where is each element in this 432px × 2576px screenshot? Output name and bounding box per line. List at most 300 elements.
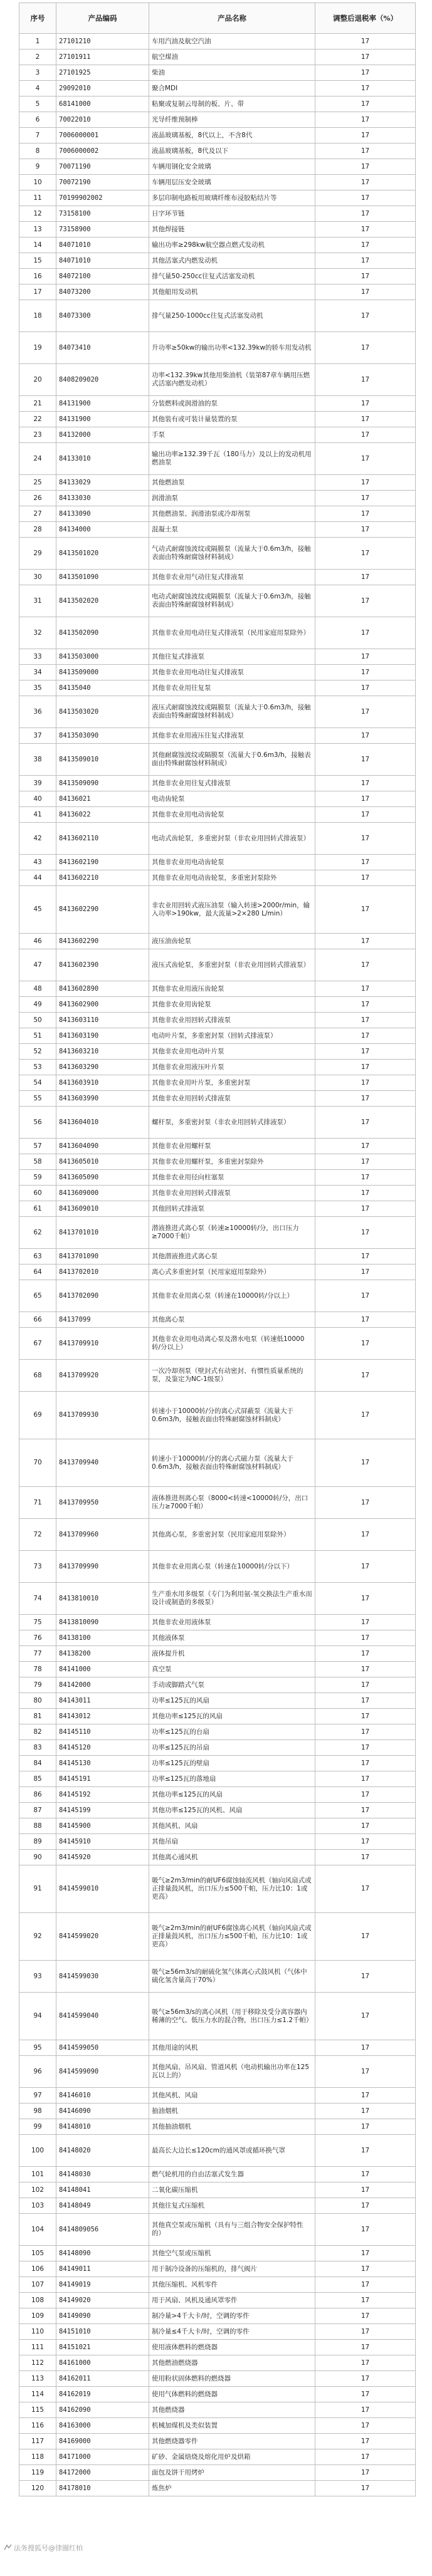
cell-seq: 53 (19, 1060, 56, 1075)
cell-code: 68141000 (56, 96, 149, 112)
table-row (19, 1013, 416, 1028)
cell-rate: 17 (315, 2434, 416, 2449)
table-row (19, 506, 416, 522)
cell-rate: 17 (315, 855, 416, 870)
cell-name: 机械加煤机及类似装置 (149, 2418, 315, 2434)
cell-seq: 109 (19, 2308, 56, 2324)
cell-rate: 17 (315, 222, 416, 237)
cell-rate: 17 (315, 1787, 416, 1803)
cell-rate: 17 (315, 997, 416, 1013)
cell-rate: 17 (315, 491, 416, 506)
cell-rate: 17 (315, 744, 416, 776)
cell-rate: 17 (315, 2182, 416, 2198)
cell-rate: 17 (315, 1865, 416, 1913)
cell-name: 分装燃料或润滑油的泵 (149, 396, 315, 412)
table-row (19, 2135, 416, 2167)
cell-name: 其他非农业用叶片泵，多重密封泵 (149, 1075, 315, 1091)
table-row (19, 2418, 416, 2434)
cell-name: 其他功率≤125瓦的风扇 (149, 1709, 315, 1724)
table-row (19, 617, 416, 649)
cell-code: 84071010 (56, 253, 149, 269)
cell-code: 27101911 (56, 50, 149, 65)
cell-rate: 17 (315, 2246, 416, 2261)
header-rate: 调整后退税率（%） (315, 3, 416, 34)
table-row (19, 776, 416, 791)
cell-code: 8414599010 (56, 1865, 149, 1913)
cell-seq: 6 (19, 112, 56, 128)
cell-seq: 120 (19, 2481, 56, 2496)
cell-name: 其他非农业用螺杆泵 (149, 1139, 315, 1154)
cell-seq: 12 (19, 206, 56, 222)
cell-name: 输出功率≥132.39千瓦（180马力）及以上的发动机用燃油泵 (149, 443, 315, 475)
cell-code: 84149019 (56, 2277, 149, 2293)
cell-code: 84149011 (56, 2261, 149, 2277)
cell-rate: 17 (315, 1803, 416, 1818)
table-row (19, 2481, 416, 2496)
cell-seq: 48 (19, 981, 56, 997)
cell-name: 面包及饼干用烤炉 (149, 2465, 315, 2481)
cell-seq: 52 (19, 1044, 56, 1060)
cell-code: 8413602900 (56, 997, 149, 1013)
cell-seq: 93 (19, 1961, 56, 1993)
cell-code: 84136022 (56, 807, 149, 823)
cell-rate: 17 (315, 1217, 416, 1249)
cell-name: 生产重水用多级泵（专门为利用氨-氢交换法生产重水而设计或制造的多级泵） (149, 1583, 315, 1615)
cell-seq: 80 (19, 1693, 56, 1709)
cell-rate: 17 (315, 2214, 416, 2246)
cell-rate: 17 (315, 2104, 416, 2119)
table-row (19, 1060, 416, 1075)
table-row (19, 332, 416, 364)
cell-code: 27101210 (56, 34, 149, 50)
cell-seq: 72 (19, 1519, 56, 1551)
cell-name: 多层印制电路板用玻璃纤维布浸胶粘结片等 (149, 190, 315, 206)
cell-name: 其他非农业用电动齿轮泵 (149, 855, 315, 870)
cell-code: 84072100 (56, 269, 149, 284)
cell-name: 最高长大边长≤120cm的通风罩或循环换气罩 (149, 2135, 315, 2167)
cell-name: 一次冷却剂泵（壁封式有动密封、有惯性质量系统的泵，及鉴定为NC-1级泵） (149, 1360, 315, 1392)
cell-seq: 26 (19, 491, 56, 506)
cell-rate: 17 (315, 190, 416, 206)
cell-seq: 68 (19, 1360, 56, 1392)
table-row (19, 2402, 416, 2418)
cell-seq: 51 (19, 1028, 56, 1044)
table-row (19, 2119, 416, 2135)
cell-seq: 64 (19, 1265, 56, 1280)
cell-rate: 17 (315, 1740, 416, 1756)
table-row (19, 1551, 416, 1583)
cell-code: 84135040 (56, 681, 149, 696)
cell-code: 8413501020 (56, 538, 149, 570)
cell-name: 液晶玻璃基板，8代以上，不含8代 (149, 128, 315, 143)
cell-name: 其他功率≤125瓦的风机、风扇 (149, 1803, 315, 1818)
sohu-logo-icon (4, 2544, 12, 2551)
cell-rate: 17 (315, 443, 416, 475)
header-code: 产品编码 (56, 3, 149, 34)
cell-rate: 17 (315, 2088, 416, 2104)
cell-seq: 49 (19, 997, 56, 1013)
cell-seq: 43 (19, 855, 56, 870)
table-row (19, 284, 416, 300)
table-header (19, 3, 416, 34)
cell-seq: 2 (19, 50, 56, 65)
cell-rate: 17 (315, 1075, 416, 1091)
cell-rate: 17 (315, 332, 416, 364)
cell-code: 8413604090 (56, 1139, 149, 1154)
table-row (19, 1170, 416, 1186)
table-row (19, 1913, 416, 1961)
cell-seq: 61 (19, 1201, 56, 1217)
cell-seq: 98 (19, 2104, 56, 2119)
cell-code: 84145910 (56, 1834, 149, 1850)
cell-code: 84145199 (56, 1803, 149, 1818)
cell-name: 其他抽油烟机 (149, 2119, 315, 2135)
cell-code: 84148010 (56, 2119, 149, 2135)
cell-rate: 17 (315, 2371, 416, 2387)
cell-seq: 106 (19, 2261, 56, 2277)
cell-rate: 17 (315, 2340, 416, 2355)
cell-name: 其他船用发动机 (149, 284, 315, 300)
cell-code: 84169000 (56, 2434, 149, 2449)
cell-rate: 17 (315, 396, 416, 412)
table-row (19, 396, 416, 412)
table-row (19, 1360, 416, 1392)
table-row (19, 886, 416, 934)
cell-rate: 17 (315, 2277, 416, 2293)
cell-name: 液体提升机 (149, 1646, 315, 1662)
table-row (19, 2293, 416, 2308)
cell-name: 其他离心泵，多重密封泵（民用家庭用泵除外） (149, 1519, 315, 1551)
table-row (19, 1028, 416, 1044)
cell-code: 8413602210 (56, 870, 149, 886)
cell-code: 84161000 (56, 2355, 149, 2371)
cell-seq: 88 (19, 1818, 56, 1834)
table-row (19, 2261, 416, 2277)
cell-seq: 46 (19, 934, 56, 949)
header-name: 产品名称 (149, 3, 315, 34)
cell-name: 车辆用钢化安全玻璃 (149, 159, 315, 175)
cell-seq: 74 (19, 1583, 56, 1615)
cell-code: 8414599040 (56, 1993, 149, 2040)
cell-seq: 97 (19, 2088, 56, 2104)
rebate-rate-table-sheet (19, 3, 415, 2496)
table-row (19, 934, 416, 949)
cell-rate: 17 (315, 1709, 416, 1724)
cell-seq: 76 (19, 1630, 56, 1646)
cell-name: 其他非农业用电动往复式排液泵 (149, 665, 315, 681)
table-row (19, 2104, 416, 2119)
cell-seq: 87 (19, 1803, 56, 1818)
cell-name: 液压式耐腐蚀波纹或隔膜泵（流量大于0.6m3/h，接触表面由特殊耐腐蚀材料制成） (149, 696, 315, 728)
table-row (19, 1107, 416, 1139)
cell-rate: 17 (315, 96, 416, 112)
cell-code: 84145110 (56, 1724, 149, 1740)
cell-rate: 17 (315, 2167, 416, 2182)
rebate-rate-table (19, 3, 416, 2496)
cell-code: 8413603290 (56, 1060, 149, 1075)
cell-name: 其他非农业用电动离心泵及潜水电泵（转速低10000转/分以上） (149, 1328, 315, 1360)
cell-name: 其他非农业用电动叶片泵 (149, 1044, 315, 1060)
cell-seq: 107 (19, 2277, 56, 2293)
cell-code: 84151010 (56, 2324, 149, 2340)
cell-name: 其他用途的风机 (149, 2040, 315, 2056)
cell-seq: 9 (19, 159, 56, 175)
cell-name: 手动或脚踏式气泵 (149, 1677, 315, 1693)
table-row (19, 1075, 416, 1091)
cell-name: 矿砂、金属焙烧及熔化用炉及烘箱 (149, 2449, 315, 2465)
table-row (19, 1519, 416, 1551)
table-row (19, 744, 416, 776)
cell-name: 其他非农业用液压往复式排液泵 (149, 728, 315, 744)
table-row (19, 1201, 416, 1217)
cell-name: 吸气≥2m3/min的耐UF6腐蚀轴流风机（轴向风扇式或正排量鼓风机，出口压力≤500千帕，压力比10：1或更高） (149, 1865, 315, 1913)
cell-name: 潜液推进式离心泵（转速≥10000转/分，出口压力≥7000千帕） (149, 1217, 315, 1249)
cell-seq: 83 (19, 1740, 56, 1756)
table-row (19, 175, 416, 190)
cell-name: 液压式齿轮泵，多重密封泵（非农业用回转式排液泵） (149, 949, 315, 981)
cell-code: 84145192 (56, 1787, 149, 1803)
cell-seq: 24 (19, 443, 56, 475)
cell-rate: 17 (315, 1154, 416, 1170)
cell-rate: 17 (315, 1850, 416, 1865)
cell-seq: 39 (19, 776, 56, 791)
table-row (19, 1818, 416, 1834)
cell-rate: 17 (315, 1756, 416, 1771)
cell-code: 8413605090 (56, 1170, 149, 1186)
table-row (19, 2167, 416, 2182)
cell-rate: 17 (315, 2418, 416, 2434)
cell-seq: 14 (19, 237, 56, 253)
cell-rate: 17 (315, 538, 416, 570)
cell-rate: 17 (315, 50, 416, 65)
table-row (19, 2182, 416, 2198)
cell-code: 73158900 (56, 222, 149, 237)
cell-rate: 17 (315, 1993, 416, 2040)
cell-seq: 58 (19, 1154, 56, 1170)
cell-name: 功率<132.39kw其他用柴油机（装第87章车辆用压燃式活塞内燃发动机） (149, 364, 315, 396)
cell-seq: 3 (19, 65, 56, 81)
cell-name: 其他非农业用往复泵 (149, 681, 315, 696)
table-row (19, 475, 416, 491)
cell-code: 8413701090 (56, 1249, 149, 1265)
cell-name: 其他非农业用回转式排液泵 (149, 1013, 315, 1028)
cell-seq: 96 (19, 2056, 56, 2088)
cell-name: 螺杆泵，多重密封泵（非农业用回转式排液泵） (149, 1107, 315, 1139)
cell-seq: 70 (19, 1439, 56, 1487)
cell-rate: 17 (315, 2040, 416, 2056)
cell-name: 其他非农业用气动往复式排液泵 (149, 570, 315, 585)
table-row (19, 949, 416, 981)
table-row (19, 1677, 416, 1693)
cell-code: 84162090 (56, 2402, 149, 2418)
cell-rate: 17 (315, 1487, 416, 1519)
cell-name: 车用汽油及航空汽油 (149, 34, 315, 50)
cell-code: 8413709920 (56, 1360, 149, 1392)
cell-rate: 17 (315, 300, 416, 332)
cell-code: 8413602110 (56, 823, 149, 855)
cell-seq: 37 (19, 728, 56, 744)
cell-seq: 59 (19, 1170, 56, 1186)
cell-rate: 17 (315, 870, 416, 886)
cell-name: 其他压缩机、风机零件 (149, 2277, 315, 2293)
table-row (19, 2355, 416, 2371)
cell-seq: 36 (19, 696, 56, 728)
cell-seq: 102 (19, 2182, 56, 2198)
cell-seq: 110 (19, 2324, 56, 2340)
cell-rate: 17 (315, 2465, 416, 2481)
cell-seq: 104 (19, 2214, 56, 2246)
cell-code: 84143011 (56, 1693, 149, 1709)
cell-name: 用于风扇、风机及通风罩零件 (149, 2293, 315, 2308)
cell-rate: 17 (315, 934, 416, 949)
cell-seq: 67 (19, 1328, 56, 1360)
cell-name: 手泵 (149, 427, 315, 443)
cell-code: 84138100 (56, 1630, 149, 1646)
table-row (19, 1154, 416, 1170)
table-row (19, 65, 416, 81)
cell-rate: 17 (315, 1360, 416, 1392)
cell-seq: 19 (19, 332, 56, 364)
cell-code: 70199902002 (56, 190, 149, 206)
cell-code: 84145120 (56, 1740, 149, 1756)
cell-name: 其他风扇、吊风扇、管道风机（电动机输出功率在125瓦以上的） (149, 2056, 315, 2088)
cell-name: 日字环节链 (149, 206, 315, 222)
table-row (19, 2308, 416, 2324)
table-row (19, 2198, 416, 2214)
cell-code: 8413709990 (56, 1551, 149, 1583)
cell-name: 电动叶片泵，多重密封泵（回转式排液泵） (149, 1028, 315, 1044)
cell-name: 电动式齿轮泵，多重密封泵（非农业用回转式排液泵） (149, 823, 315, 855)
table-row (19, 269, 416, 284)
table-row (19, 2434, 416, 2449)
cell-rate: 17 (315, 65, 416, 81)
table-row (19, 696, 416, 728)
cell-seq: 5 (19, 96, 56, 112)
cell-seq: 99 (19, 2119, 56, 2135)
cell-seq: 34 (19, 665, 56, 681)
cell-rate: 17 (315, 2056, 416, 2088)
cell-code: 84162019 (56, 2387, 149, 2402)
cell-seq: 116 (19, 2418, 56, 2434)
cell-seq: 62 (19, 1217, 56, 1249)
cell-rate: 17 (315, 1312, 416, 1328)
table-row (19, 823, 416, 855)
cell-seq: 47 (19, 949, 56, 981)
cell-name: 液压油齿轮泵 (149, 934, 315, 949)
cell-code: 70022010 (56, 112, 149, 128)
table-row (19, 1280, 416, 1312)
cell-name: 航空煤油 (149, 50, 315, 65)
table-row (19, 1993, 416, 2040)
cell-code: 84148090 (56, 2246, 149, 2261)
cell-code: 84171000 (56, 2449, 149, 2465)
cell-rate: 17 (315, 1630, 416, 1646)
cell-code: 84131900 (56, 412, 149, 427)
cell-seq: 11 (19, 190, 56, 206)
cell-code: 84148030 (56, 2167, 149, 2182)
table-row (19, 649, 416, 665)
cell-code: 8414809056 (56, 2214, 149, 2246)
cell-code: 84145900 (56, 1818, 149, 1834)
cell-name: 其他活塞式内燃发动机 (149, 253, 315, 269)
cell-code: 29092010 (56, 81, 149, 96)
cell-rate: 17 (315, 2355, 416, 2371)
table-row (19, 190, 416, 206)
table-row (19, 1834, 416, 1850)
cell-name: 功率≤125瓦的落地扇 (149, 1771, 315, 1787)
cell-rate: 17 (315, 1139, 416, 1154)
table-row (19, 128, 416, 143)
table-row (19, 443, 416, 475)
cell-seq: 28 (19, 522, 56, 538)
cell-rate: 17 (315, 1724, 416, 1740)
cell-code: 84073410 (56, 332, 149, 364)
cell-code: 84134000 (56, 522, 149, 538)
cell-code: 8413602890 (56, 981, 149, 997)
cell-code: 8413602290 (56, 886, 149, 934)
cell-rate: 17 (315, 728, 416, 744)
cell-name: 车辆用层压安全玻璃 (149, 175, 315, 190)
cell-name: 功率≤125瓦的风扇 (149, 1693, 315, 1709)
cell-code: 84148049 (56, 2198, 149, 2214)
cell-name: 其他真空泵或压缩机（具有与三组合物安全保护特性的） (149, 2214, 315, 2246)
cell-code: 8413603110 (56, 1013, 149, 1028)
table-row (19, 2056, 416, 2088)
cell-rate: 17 (315, 696, 416, 728)
table-row (19, 491, 416, 506)
cell-name: 其他功率≤125瓦的风扇 (149, 1787, 315, 1803)
cell-code: 84148041 (56, 2182, 149, 2198)
table-row (19, 143, 416, 159)
cell-name: 其他风机、风扇 (149, 1818, 315, 1834)
cell-seq: 103 (19, 2198, 56, 2214)
cell-name: 柴油 (149, 65, 315, 81)
cell-name: 其他焊接链 (149, 222, 315, 237)
cell-code: 8414599030 (56, 1961, 149, 1993)
table-row (19, 1756, 416, 1771)
cell-rate: 17 (315, 81, 416, 96)
cell-rate: 17 (315, 2387, 416, 2402)
cell-code: 8413503000 (56, 649, 149, 665)
cell-rate: 17 (315, 34, 416, 50)
cell-code: 8413709930 (56, 1392, 149, 1439)
cell-seq: 69 (19, 1392, 56, 1439)
cell-name: 使用粉状固体燃料的燃烧器 (149, 2371, 315, 2387)
cell-rate: 17 (315, 1013, 416, 1028)
table-row (19, 1044, 416, 1060)
cell-code: 73158100 (56, 206, 149, 222)
cell-rate: 17 (315, 1107, 416, 1139)
table-row (19, 997, 416, 1013)
table-row (19, 665, 416, 681)
cell-seq: 100 (19, 2135, 56, 2167)
cell-name: 电动齿轮泵 (149, 791, 315, 807)
cell-seq: 115 (19, 2402, 56, 2418)
cell-seq: 10 (19, 175, 56, 190)
table-row (19, 2449, 416, 2465)
cell-code: 84133090 (56, 506, 149, 522)
cell-seq: 16 (19, 269, 56, 284)
table-row (19, 1186, 416, 1201)
table-row (19, 222, 416, 237)
cell-rate: 17 (315, 1028, 416, 1044)
cell-code: 8413702010 (56, 1265, 149, 1280)
cell-seq: 17 (19, 284, 56, 300)
table-row (19, 1630, 416, 1646)
cell-code: 8413810090 (56, 1615, 149, 1630)
table-row (19, 791, 416, 807)
cell-code: 7006000001 (56, 128, 149, 143)
